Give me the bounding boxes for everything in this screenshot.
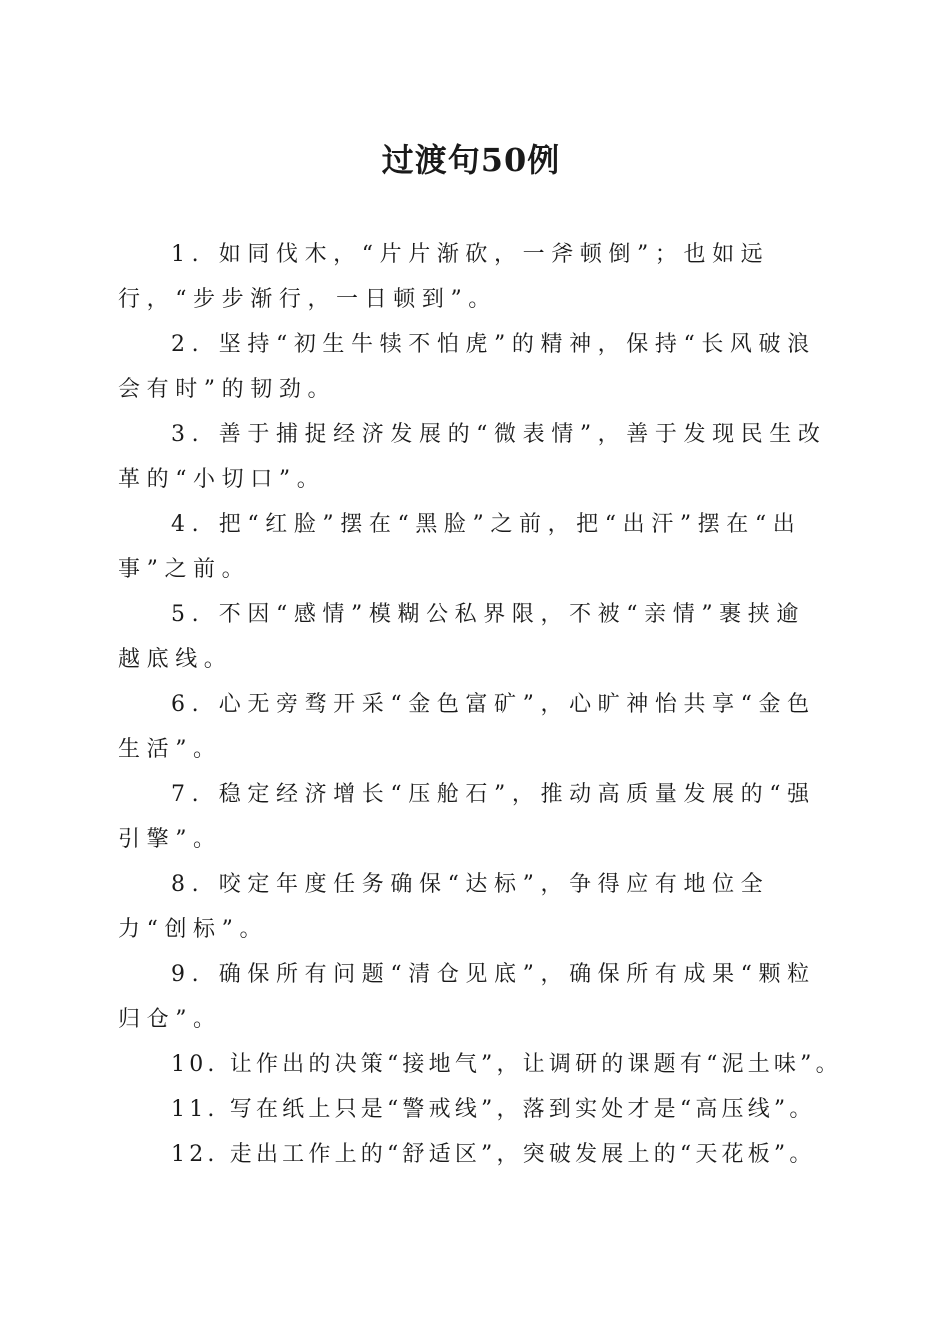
list-item: 10. 让作出的决策“接地气”，让调研的课题有“泥土味”。: [171, 1052, 842, 1077]
list-item: 5. 不因“感情”模糊公私界限，不被“亲情”裹挟逾越底线。: [118, 602, 805, 672]
list-item: 2. 坚持“初生牛犊不怕虎”的精神，保持“长风破浪会有时”的韧劲。: [118, 332, 816, 402]
list-item: 9. 确保所有问题“清仓见底”，确保所有成果“颗粒归仓”。: [118, 962, 816, 1032]
list-item: 8. 咬定年度任务确保“达标”，争得应有地位全力“创标”。: [118, 872, 770, 942]
transition-sentence-list: [118, 232, 842, 1177]
list-item: 6. 心无旁骛开采“金色富矿”，心旷神怡共享“金色生活”。: [118, 692, 816, 762]
list-item: 7. 稳定经济增长“压舱石”，推动高质量发展的“强引擎”。: [118, 782, 816, 852]
list-item: 12. 走出工作上的“舒适区”，突破发展上的“天花板”。: [171, 1142, 816, 1167]
list-item: 11. 写在纸上只是“警戒线”，落到实处才是“高压线”。: [171, 1097, 816, 1122]
list-item: 1. 如同伐木，“片片渐砍，一斧顿倒”；也如远行，“步步渐行，一日顿到”。: [118, 242, 770, 312]
list-item: 3. 善于捕捉经济发展的“微表情”，善于发现民生改革的“小切口”。: [118, 422, 827, 492]
list-item: 4. 把“红脸”摆在“黑脸”之前，把“出汗”摆在“出事”之前。: [118, 512, 802, 582]
document-title: 过渡句50例: [381, 141, 561, 179]
